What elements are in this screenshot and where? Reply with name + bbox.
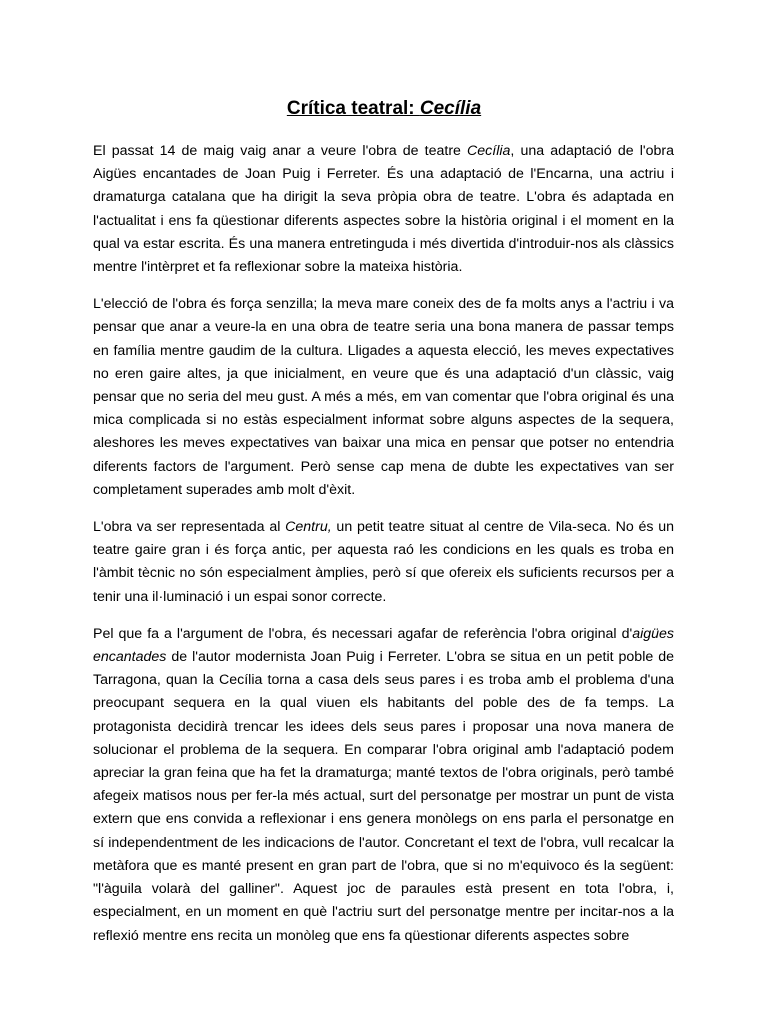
paragraph [93,516,674,609]
paragraph-text: L'obra va ser representada al [93,519,286,536]
document-body [93,140,674,948]
paragraph [93,623,674,948]
paragraph-text: Pel que fa a l'argument de l'obra, és necessari agafar de referència l'obra original d' [93,625,633,642]
paragraph-text: un petit teatre situat al centre de Vila-seca. No és un teatre gaire gran i és força antic, per aquesta raó les condicions en les quals es troba en l'àmbit tècnic no són especialment àmplies, però sí que ofereix els suficients recursos per a tenir una il·luminació i un espai sonor correcte. [93,519,674,605]
paragraph [93,140,674,279]
italic-text: Cecília [467,143,511,159]
paragraph-text: L'elecció de l'obra és força senzilla; la meva mare coneix des de fa molts anys a l'actriu i va pensar que anar a veure-la en una obra de teatre seria una bona manera de passar temps en família mentre gaudim de la cultura. Lligades a aquesta elecció, les meves expectatives no eren gaire altes, ja que inicialment, en veure que és una adaptació d'un clàssic, vaig pensar que no seria del meu gust. A més a més, em van comentar que l'obra original és una mica complicada si no estàs especialment informat sobre alguns aspectes de la sequera, aleshores les meves expectatives van baixar una mica en pensar que potser no entendria diferents factors de l'argument. Però sense cap mena de dubte les expectatives van ser completament superades amb molt d'èxit. [93,296,674,498]
title-text: Crítica teatral: [286,98,420,119]
paragraph [93,293,674,502]
italic-text: aigües encantades [93,625,674,666]
paragraph-text: de l'autor modernista Joan Puig i Ferreter. L'obra se situa en un petit poble de Tarragona, quan la Cecília torna a casa dels seus pares i es troba amb el problema d'una preocupant sequera en la qual viuen els habitants del poble des de fa temps. La protagonista decidirà trencar les idees dels seus pares i proposar una nova manera de solucionar el problema de la sequera. En comparar l'obra original amb l'adaptació podem apreciar la gran feina que ha fet la dramaturga; manté textos de l'obra originals, però també afegeix matisos nous per fer-la més actual, surt del personatge per mostrar un punt de vista extern que ens convida a reflexionar i ens genera monòlegs on ens parla el personatge en sí independentment de les indicacions de l'autor. Concretant el text de l'obra, vull recalcar la metàfora que es manté present en gran part de l'obra, que si no m'equivoco és la següent: "l'àguila volarà del galliner". Aquest joc de paraules està present en tota l'obra, i, especialment, en un moment en què l'actriu surt del personatge mentre per incitar-nos a la reflexió mentre ens recita un monòleg que ens fa qüestionar diferents aspectes sobre [93,649,674,944]
paragraph-text: , una adaptació de l'obra Aigües encantades de Joan Puig i Ferreter. És una adaptació de l'Encarna, una actriu i dramaturga catalana que ha dirigit la seva pròpia obra de teatre. L'obra és adaptada en l'actualitat i ens fa qüestionar diferents aspectes sobre la història original i el moment en la qual va estar escrita. És una manera entretinguda i més divertida d'introduir-nos als clàssics mentre l'intèrpret et fa reflexionar sobre la mateixa història. [93,143,674,276]
paragraph-text: El passat 14 de maig vaig anar a veure l'obra de teatre [93,143,468,159]
title-italic: Cecília [419,98,482,119]
italic-text: Centru, [285,519,332,536]
